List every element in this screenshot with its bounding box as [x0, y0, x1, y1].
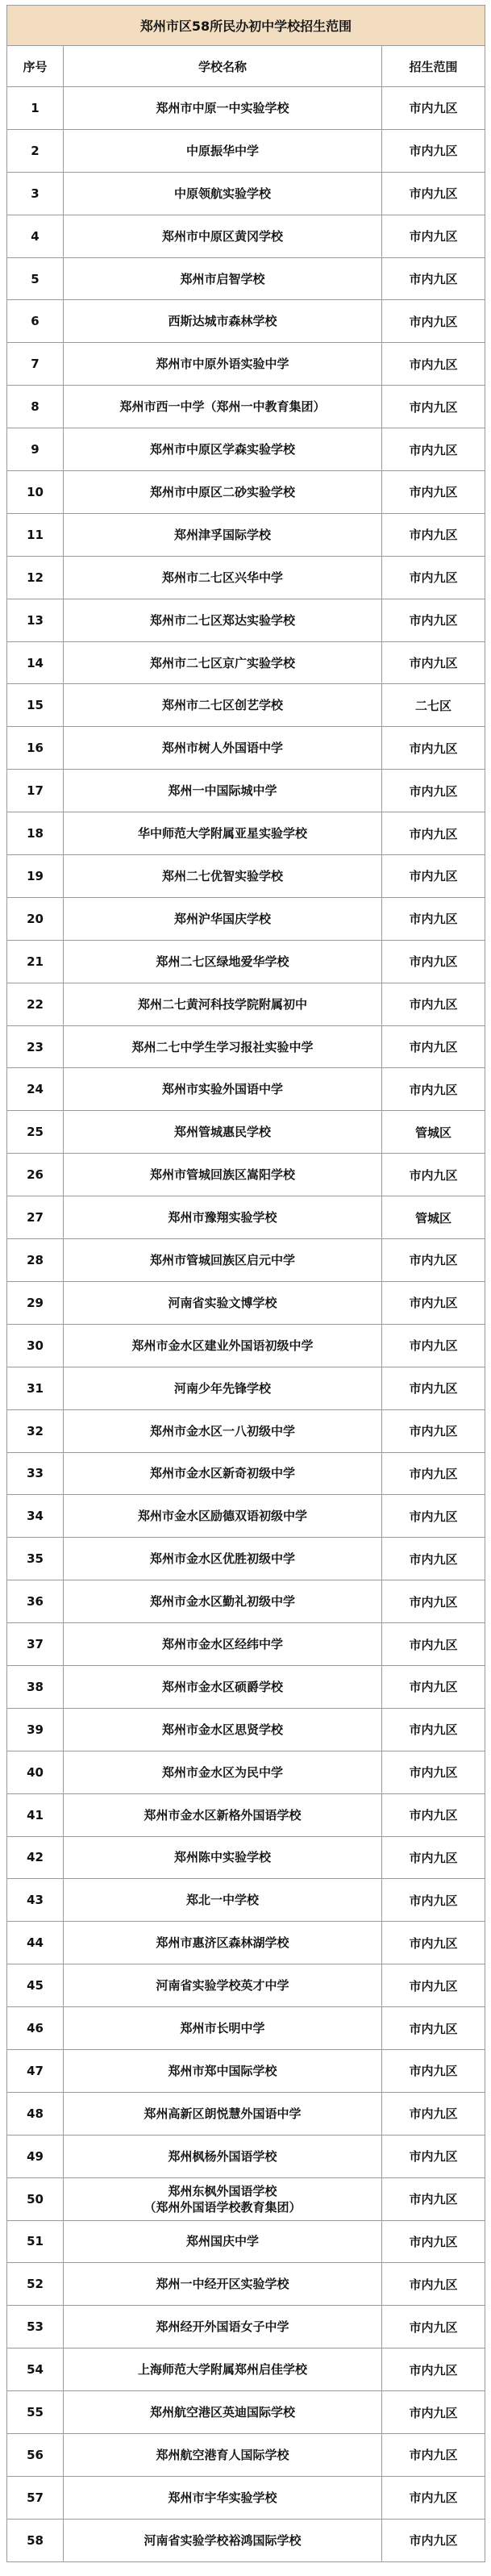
enrollment-range: 市内九区: [382, 215, 485, 257]
enrollment-range: 二七区: [382, 684, 485, 727]
enrollment-table-container: [6, 5, 485, 2562]
enrollment-range: 市内九区: [382, 855, 485, 898]
row-number: 37: [7, 1623, 64, 1666]
table-row: [7, 983, 485, 1025]
table-row: [7, 428, 485, 471]
row-number: 1: [7, 87, 64, 130]
table-row: [7, 1281, 485, 1324]
header-range: 招生范围: [382, 46, 485, 87]
school-name: 郑州市二七区郑达实验学校: [64, 599, 382, 641]
school-name: 郑州国庆中学: [64, 2220, 382, 2263]
enrollment-range: 市内九区: [382, 1068, 485, 1111]
school-name: [64, 2177, 382, 2220]
enrollment-range: 市内九区: [382, 1708, 485, 1751]
school-name: 郑州市金水区一八初级中学: [64, 1409, 382, 1452]
table-row: [7, 1836, 485, 1879]
school-name: 郑州一中经开区实验学校: [64, 2263, 382, 2306]
row-number: 12: [7, 556, 64, 599]
row-number: 30: [7, 1324, 64, 1367]
school-name: 郑州市郑中国际学校: [64, 2049, 382, 2092]
enrollment-range: 市内九区: [382, 983, 485, 1025]
row-number: 7: [7, 343, 64, 386]
table-row: [7, 1964, 485, 2007]
row-number: 36: [7, 1580, 64, 1623]
school-name: 郑州高新区朗悦慧外国语中学: [64, 2092, 382, 2135]
school-name: 郑州二七区绿地爱华学校: [64, 940, 382, 983]
school-name: 上海师范大学附属郑州启佳学校: [64, 2348, 382, 2391]
enrollment-range: 市内九区: [382, 2391, 485, 2434]
school-name: 西斯达城市森林学校: [64, 300, 382, 343]
row-number: 56: [7, 2433, 64, 2476]
table-row: [7, 1452, 485, 1495]
enrollment-range: 市内九区: [382, 257, 485, 300]
enrollment-range: 市内九区: [382, 1025, 485, 1068]
row-number: 19: [7, 855, 64, 898]
enrollment-range: 市内九区: [382, 2433, 485, 2476]
enrollment-range: 市内九区: [382, 1793, 485, 1836]
row-number: 17: [7, 770, 64, 812]
school-name: 郑州沪华国庆学校: [64, 897, 382, 940]
row-number: 38: [7, 1665, 64, 1708]
school-name: 河南省实验学校英才中学: [64, 1964, 382, 2007]
table-row: [7, 2391, 485, 2434]
table-row: [7, 2306, 485, 2348]
row-number: 39: [7, 1708, 64, 1751]
enrollment-range: 市内九区: [382, 1665, 485, 1708]
enrollment-range: 市内九区: [382, 897, 485, 940]
row-number: 20: [7, 897, 64, 940]
school-name: 河南省实验文博学校: [64, 1281, 382, 1324]
school-name: 郑州市金水区优胜初级中学: [64, 1538, 382, 1580]
table-row: [7, 1239, 485, 1282]
row-number: 27: [7, 1196, 64, 1239]
school-name-line: （郑州外国语学校教育集团）: [144, 2199, 302, 2215]
row-number: 33: [7, 1452, 64, 1495]
table-row: [7, 300, 485, 343]
row-number: 25: [7, 1111, 64, 1154]
header-name: 学校名称: [64, 46, 382, 87]
enrollment-range: 市内九区: [382, 727, 485, 770]
table-row: [7, 257, 485, 300]
table-row: [7, 129, 485, 172]
enrollment-range: 管城区: [382, 1111, 485, 1154]
row-number: 23: [7, 1025, 64, 1068]
row-number: 43: [7, 1879, 64, 1922]
row-number: 34: [7, 1495, 64, 1538]
school-name: 郑北一中学校: [64, 1879, 382, 1922]
enrollment-range: 市内九区: [382, 1154, 485, 1196]
school-name: 郑州市中原区黄冈学校: [64, 215, 382, 257]
table-row: [7, 1367, 485, 1409]
school-name: 中原振华中学: [64, 129, 382, 172]
table-row: [7, 2519, 485, 2561]
school-name: 河南少年先锋学校: [64, 1367, 382, 1409]
table-row: [7, 215, 485, 257]
row-number: 15: [7, 684, 64, 727]
table-row: [7, 2092, 485, 2135]
table-row: [7, 172, 485, 215]
row-number: 5: [7, 257, 64, 300]
school-name: 郑州市金水区思贤学校: [64, 1708, 382, 1751]
table-row: [7, 1409, 485, 1452]
table-row: [7, 599, 485, 641]
table-row: [7, 1154, 485, 1196]
row-number: 9: [7, 428, 64, 471]
enrollment-range: 市内九区: [382, 87, 485, 130]
row-number: 16: [7, 727, 64, 770]
school-name: 郑州市实验外国语中学: [64, 1068, 382, 1111]
row-number: 54: [7, 2348, 64, 2391]
school-name: 郑州市中原区学森实验学校: [64, 428, 382, 471]
row-number: 51: [7, 2220, 64, 2263]
table-row: [7, 1111, 485, 1154]
table-row: [7, 1708, 485, 1751]
table-row: [7, 641, 485, 684]
enrollment-range: 市内九区: [382, 812, 485, 855]
table-row: [7, 87, 485, 130]
enrollment-range: 市内九区: [382, 300, 485, 343]
enrollment-range: 市内九区: [382, 172, 485, 215]
enrollment-range: 市内九区: [382, 1580, 485, 1623]
school-name: 郑州二七优智实验学校: [64, 855, 382, 898]
school-name: 郑州市金水区建业外国语初级中学: [64, 1324, 382, 1367]
school-name: 郑州市金水区为民中学: [64, 1751, 382, 1793]
school-name: 中原领航实验学校: [64, 172, 382, 215]
row-number: 58: [7, 2519, 64, 2561]
school-name: 郑州陈中实验学校: [64, 1836, 382, 1879]
enrollment-range: 市内九区: [382, 599, 485, 641]
enrollment-range: 市内九区: [382, 343, 485, 386]
school-name: 郑州市西一中学（郑州一中教育集团）: [64, 386, 382, 428]
table-row: [7, 1025, 485, 1068]
table-row: [7, 812, 485, 855]
school-name: 郑州市树人外国语中学: [64, 727, 382, 770]
enrollment-range: 市内九区: [382, 2348, 485, 2391]
school-name: 郑州一中国际城中学: [64, 770, 382, 812]
table-row: [7, 1580, 485, 1623]
table-row: [7, 2135, 485, 2177]
table-row: [7, 1538, 485, 1580]
row-number: 41: [7, 1793, 64, 1836]
row-number: 28: [7, 1239, 64, 1282]
enrollment-range: 市内九区: [382, 1409, 485, 1452]
school-name: 华中师范大学附属亚星实验学校: [64, 812, 382, 855]
title-row: [7, 6, 485, 46]
row-number: 21: [7, 940, 64, 983]
table-row: [7, 1879, 485, 1922]
table-row: [7, 2433, 485, 2476]
enrollment-range: 市内九区: [382, 770, 485, 812]
row-number: 29: [7, 1281, 64, 1324]
enrollment-range: 市内九区: [382, 2177, 485, 2220]
row-number: 22: [7, 983, 64, 1025]
school-name: 郑州航空港育人国际学校: [64, 2433, 382, 2476]
table-row: [7, 1751, 485, 1793]
table-row: [7, 855, 485, 898]
row-number: 52: [7, 2263, 64, 2306]
row-number: 18: [7, 812, 64, 855]
enrollment-range: 市内九区: [382, 1452, 485, 1495]
row-number: 24: [7, 1068, 64, 1111]
row-number: 47: [7, 2049, 64, 2092]
school-name: 郑州市金水区经纬中学: [64, 1623, 382, 1666]
enrollment-range: 市内九区: [382, 2220, 485, 2263]
school-name: 郑州市二七区京广实验学校: [64, 641, 382, 684]
school-name: 郑州市管城回族区嵩阳学校: [64, 1154, 382, 1196]
enrollment-range: 市内九区: [382, 2007, 485, 2050]
row-number: 42: [7, 1836, 64, 1879]
row-number: 48: [7, 2092, 64, 2135]
table-row: [7, 2220, 485, 2263]
row-number: 6: [7, 300, 64, 343]
school-name: 郑州市中原区二砂实验学校: [64, 471, 382, 514]
row-number: 32: [7, 1409, 64, 1452]
enrollment-range: 市内九区: [382, 2519, 485, 2561]
table-row: [7, 1665, 485, 1708]
enrollment-range: 市内九区: [382, 471, 485, 514]
table-body: [7, 87, 485, 2562]
table-row: [7, 2007, 485, 2050]
row-number: 45: [7, 1964, 64, 2007]
enrollment-range: 市内九区: [382, 2263, 485, 2306]
table-row: [7, 1623, 485, 1666]
table-row: [7, 770, 485, 812]
school-name: 郑州市金水区硕爵学校: [64, 1665, 382, 1708]
enrollment-range: 市内九区: [382, 513, 485, 556]
row-number: 57: [7, 2476, 64, 2519]
school-name: 郑州市中原一中实验学校: [64, 87, 382, 130]
row-number: 11: [7, 513, 64, 556]
enrollment-range: 市内九区: [382, 1495, 485, 1538]
enrollment-range: 市内九区: [382, 1367, 485, 1409]
enrollment-range: 市内九区: [382, 2049, 485, 2092]
table-row: [7, 1196, 485, 1239]
enrollment-range: 市内九区: [382, 1879, 485, 1922]
row-number: 10: [7, 471, 64, 514]
enrollment-range: 市内九区: [382, 129, 485, 172]
school-name: 郑州二七黄河科技学院附属初中: [64, 983, 382, 1025]
row-number: 55: [7, 2391, 64, 2434]
row-number: 49: [7, 2135, 64, 2177]
school-name: 郑州市金水区新奇初级中学: [64, 1452, 382, 1495]
enrollment-range: 市内九区: [382, 428, 485, 471]
enrollment-range: 市内九区: [382, 1836, 485, 1879]
enrollment-range: 管城区: [382, 1196, 485, 1239]
school-name-line: 郑州东枫外国语学校: [168, 2183, 277, 2198]
enrollment-range: 市内九区: [382, 1964, 485, 2007]
table-row: [7, 2177, 485, 2220]
table-row: [7, 1495, 485, 1538]
row-number: 35: [7, 1538, 64, 1580]
school-name: 郑州二七中学生学习报社实验中学: [64, 1025, 382, 1068]
enrollment-range: 市内九区: [382, 1281, 485, 1324]
row-number: 31: [7, 1367, 64, 1409]
table-row: [7, 1068, 485, 1111]
enrollment-table: [6, 5, 485, 2562]
row-number: 4: [7, 215, 64, 257]
enrollment-range: 市内九区: [382, 556, 485, 599]
header-row: [7, 46, 485, 87]
header-no: 序号: [7, 46, 64, 87]
school-name: 郑州经开外国语女子中学: [64, 2306, 382, 2348]
table-row: [7, 2263, 485, 2306]
enrollment-range: 市内九区: [382, 1324, 485, 1367]
table-title: 郑州市区58所民办初中学校招生范围: [7, 6, 485, 46]
school-name: 郑州市宇华实验学校: [64, 2476, 382, 2519]
row-number: 3: [7, 172, 64, 215]
table-row: [7, 897, 485, 940]
row-number: 50: [7, 2177, 64, 2220]
enrollment-range: 市内九区: [382, 940, 485, 983]
row-number: 46: [7, 2007, 64, 2050]
row-number: 40: [7, 1751, 64, 1793]
row-number: 13: [7, 599, 64, 641]
table-row: [7, 343, 485, 386]
table-row: [7, 940, 485, 983]
enrollment-range: 市内九区: [382, 1623, 485, 1666]
enrollment-range: 市内九区: [382, 1239, 485, 1282]
row-number: 2: [7, 129, 64, 172]
table-row: [7, 1324, 485, 1367]
table-row: [7, 684, 485, 727]
enrollment-range: 市内九区: [382, 2306, 485, 2348]
enrollment-range: 市内九区: [382, 2476, 485, 2519]
school-name: 郑州市金水区勤礼初级中学: [64, 1580, 382, 1623]
school-name: 郑州市中原外语实验中学: [64, 343, 382, 386]
enrollment-range: 市内九区: [382, 2092, 485, 2135]
row-number: 53: [7, 2306, 64, 2348]
enrollment-range: 市内九区: [382, 2135, 485, 2177]
school-name: 郑州市豫翔实验学校: [64, 1196, 382, 1239]
table-row: [7, 1922, 485, 1964]
enrollment-range: 市内九区: [382, 1751, 485, 1793]
school-name: 郑州市长明中学: [64, 2007, 382, 2050]
table-row: [7, 556, 485, 599]
school-name: 河南省实验学校裕鸿国际学校: [64, 2519, 382, 2561]
school-name: 郑州市管城回族区启元中学: [64, 1239, 382, 1282]
row-number: 26: [7, 1154, 64, 1196]
table-row: [7, 513, 485, 556]
school-name: 郑州枫杨外国语学校: [64, 2135, 382, 2177]
table-row: [7, 471, 485, 514]
enrollment-range: 市内九区: [382, 1538, 485, 1580]
table-row: [7, 727, 485, 770]
table-row: [7, 2049, 485, 2092]
school-name: 郑州市金水区新格外国语学校: [64, 1793, 382, 1836]
school-name: 郑州市金水区励德双语初级中学: [64, 1495, 382, 1538]
school-name: 郑州市启智学校: [64, 257, 382, 300]
row-number: 14: [7, 641, 64, 684]
school-name: 郑州管城惠民学校: [64, 1111, 382, 1154]
school-name: 郑州市二七区创艺学校: [64, 684, 382, 727]
row-number: 44: [7, 1922, 64, 1964]
school-name: 郑州津孚国际学校: [64, 513, 382, 556]
row-number: 8: [7, 386, 64, 428]
table-row: [7, 2348, 485, 2391]
enrollment-range: 市内九区: [382, 386, 485, 428]
school-name: 郑州市二七区兴华中学: [64, 556, 382, 599]
school-name: 郑州市惠济区森林湖学校: [64, 1922, 382, 1964]
school-name: 郑州航空港区英迪国际学校: [64, 2391, 382, 2434]
enrollment-range: 市内九区: [382, 1922, 485, 1964]
table-row: [7, 1793, 485, 1836]
table-row: [7, 386, 485, 428]
table-row: [7, 2476, 485, 2519]
enrollment-range: 市内九区: [382, 641, 485, 684]
